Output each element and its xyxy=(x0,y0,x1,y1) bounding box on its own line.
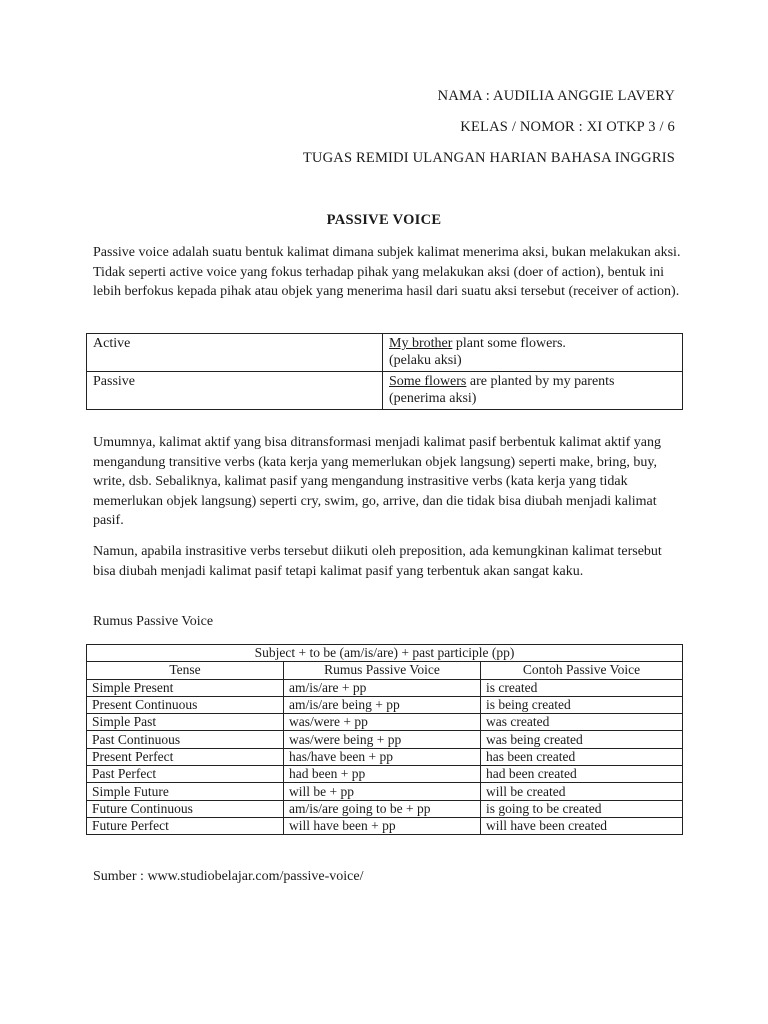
example-cell xyxy=(383,372,683,410)
formula-caption-row xyxy=(87,645,683,662)
example-table xyxy=(86,333,683,410)
tense-cell: Future Perfect xyxy=(87,817,284,834)
class-number: KELAS / NOMOR : XI OTKP 3 / 6 xyxy=(460,119,675,135)
formula-cell: am/is/are being + pp xyxy=(284,696,481,713)
tense-cell: Past Perfect xyxy=(87,766,284,783)
formula-cell: am/is/are going to be + pp xyxy=(284,800,481,817)
formula-caption: Subject + to be (am/is/are) + past participle (pp) xyxy=(87,645,683,662)
formula-cell: will have been + pp xyxy=(284,817,481,834)
table-row xyxy=(87,783,683,800)
table-row xyxy=(87,714,683,731)
assignment-title: TUGAS REMIDI ULANGAN HARIAN BAHASA INGGRIS xyxy=(302,150,675,166)
example-label: Active xyxy=(87,334,383,372)
column-header: Tense xyxy=(87,662,284,679)
formula-table xyxy=(86,644,683,835)
table-row xyxy=(87,817,683,834)
table-row xyxy=(87,766,683,783)
table-row xyxy=(87,334,683,372)
tense-cell: Present Continuous xyxy=(87,696,284,713)
example-note: (penerima aksi) xyxy=(389,391,477,406)
formula-cell: had been + pp xyxy=(284,766,481,783)
table-row xyxy=(87,748,683,765)
formula-cell: was/were being + pp xyxy=(284,731,481,748)
tense-cell: Present Perfect xyxy=(87,748,284,765)
example-cell: is going to be created xyxy=(481,800,683,817)
tense-cell: Simple Present xyxy=(87,679,284,696)
example-rest: are planted by my parents xyxy=(466,374,615,389)
example-cell: will have been created xyxy=(481,817,683,834)
intro-paragraph: Passive voice adalah suatu bentuk kalimat dimana subjek kalimat menerima aksi, bukan melakukan aksi. Tidak seperti active voice yang fokus terhadap pihak yang melakukan aksi (doer of action), bentuk ini lebih berfokus kepada pihak atau objek yang menerima hasil dari suatu aksi tersebut (receiver of action). xyxy=(93,245,681,300)
example-subject: My brother xyxy=(389,336,453,351)
example-cell: was created xyxy=(481,714,683,731)
example-cell: is being created xyxy=(481,696,683,713)
column-header: Contoh Passive Voice xyxy=(481,662,683,679)
table-row xyxy=(87,696,683,713)
table-row xyxy=(87,679,683,696)
preposition-paragraph: Namun, apabila instrasitive verbs tersebut diikuti oleh preposition, ada kemungkinan kalimat tersebut bisa diubah menjadi kalimat pasif tetapi kalimat pasif yang terbentuk akan sangat kaku. xyxy=(93,544,662,579)
example-subject: Some flowers xyxy=(389,374,467,389)
table-row xyxy=(87,372,683,410)
student-name: NAMA : AUDILIA ANGGIE LAVERY xyxy=(437,88,675,104)
tense-cell: Future Continuous xyxy=(87,800,284,817)
tense-cell: Simple Future xyxy=(87,783,284,800)
example-note: (pelaku aksi) xyxy=(389,353,462,368)
transitive-paragraph: Umumnya, kalimat aktif yang bisa ditransformasi menjadi kalimat pasif berbentuk kalimat aktif yang mengandung transitive verbs (kata kerja yang memerlukan objek langsung) seperti make, bring, buy, write, dsb. Sebaliknya, kalimat pasif yang mengandung instrasitive verbs (kata kerja yang tidak memerlukan objek langsung) seperti cry, swim, go, arrive, dan die tidak bisa diubah menjadi kalimat pasif. xyxy=(93,435,662,529)
example-cell: has been created xyxy=(481,748,683,765)
formula-cell: has/have been + pp xyxy=(284,748,481,765)
column-header: Rumus Passive Voice xyxy=(284,662,481,679)
example-cell: will be created xyxy=(481,783,683,800)
table-row xyxy=(87,731,683,748)
tense-cell: Past Continuous xyxy=(87,731,284,748)
example-label: Passive xyxy=(87,372,383,410)
table-row xyxy=(87,800,683,817)
example-rest: plant some flowers. xyxy=(452,336,566,351)
tense-cell: Simple Past xyxy=(87,714,284,731)
formula-heading: Rumus Passive Voice xyxy=(93,614,214,629)
example-cell: had been created xyxy=(481,766,683,783)
example-cell xyxy=(383,334,683,372)
example-cell: was being created xyxy=(481,731,683,748)
formula-cell: am/is/are + pp xyxy=(284,679,481,696)
source-citation: Sumber : www.studiobelajar.com/passive-voice/ xyxy=(93,869,364,884)
formula-cell: was/were + pp xyxy=(284,714,481,731)
formula-cell: will be + pp xyxy=(284,783,481,800)
formula-header-row xyxy=(87,662,683,679)
example-cell: is created xyxy=(481,679,683,696)
page-title: PASSIVE VOICE xyxy=(326,212,442,228)
document-header xyxy=(303,86,675,179)
